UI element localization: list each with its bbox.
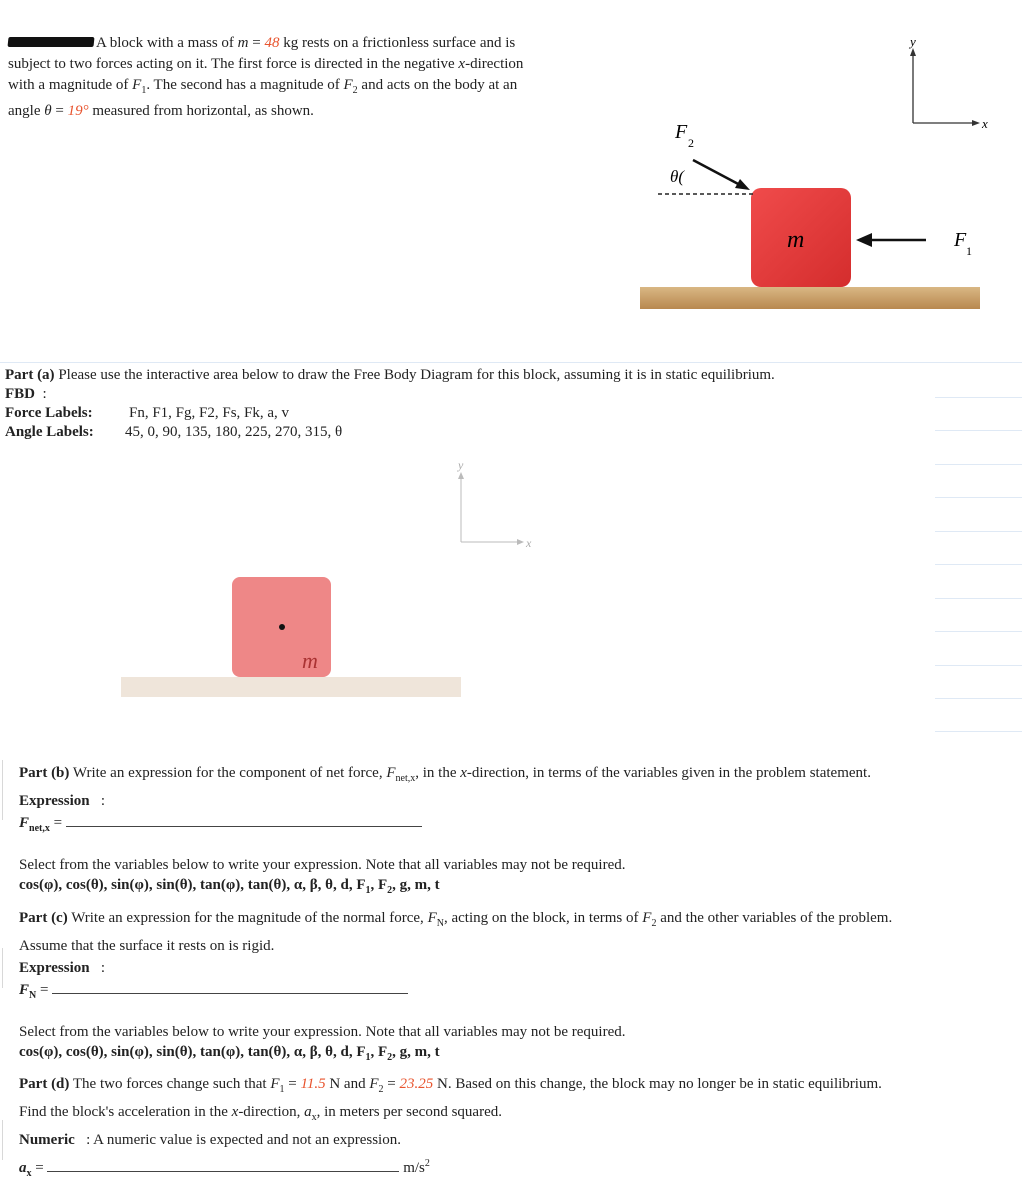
fbd-floor [121, 677, 461, 697]
part-a-angle-labels: Angle Labels: 45, 0, 90, 135, 180, 225, 270, 315, θ [5, 424, 343, 440]
part-a-fbd-label: FBD : [5, 386, 47, 402]
divider-line [935, 464, 1022, 465]
part-b-variables: cos(φ), cos(θ), sin(φ), sin(θ), tan(φ), tan(θ), α, β, θ, d, $F_1$, $F_2$, g, m, t [19, 877, 440, 896]
part-d-unit: $m/s^2$ [403, 1158, 430, 1176]
fbd-axis-x-label: x [526, 536, 532, 550]
part-d-answer-field[interactable] [47, 1157, 399, 1172]
divider-line [935, 665, 1022, 666]
figure-f2-sub: 2 [688, 136, 694, 150]
part-b-prompt: Part (b) Write an expression for the component of net force, $F_{net,x}$, in the x-direction, in terms of the variables given in the problem statement. [19, 765, 871, 784]
divider-line [935, 531, 1022, 532]
part-b-answer-row: $F_{net,x}$ = [19, 812, 1009, 840]
part-d [19, 1073, 1014, 1185]
part-a [5, 366, 925, 442]
figure-block-label: m [787, 227, 805, 253]
divider-line [935, 430, 1022, 431]
divider-line [935, 631, 1022, 632]
part-c-prompt-line-2: Assume that the surface it rests on is rigid. [19, 938, 275, 954]
part-a-prompt: Part (a) Please use the interactive area below to draw the Free Body Diagram for this block, assuming it is in static equilibrium. [5, 367, 775, 383]
divider-line [935, 698, 1022, 699]
f2-value: 23.25 [399, 1076, 434, 1092]
figure-axis-x-label: x [982, 116, 988, 131]
margin-bar [2, 790, 3, 820]
problem-figure [630, 30, 1020, 320]
figure-f1-label: F [954, 229, 967, 251]
part-c-variables: cos(φ), cos(θ), sin(φ), sin(θ), tan(φ), tan(θ), α, β, θ, d, $F_1$, $F_2$, g, m, t [19, 1044, 440, 1063]
part-c-answer-row: $F_N$ = [19, 979, 1014, 1007]
divider-line [935, 397, 1022, 398]
fbd-drawing-area[interactable] [110, 455, 550, 705]
fbd-center-point[interactable] [279, 624, 285, 630]
figure-axes [908, 34, 988, 131]
divider-line [935, 564, 1022, 565]
theta-value: 19° [67, 103, 89, 119]
margin-bar [2, 760, 3, 790]
part-b-expression-label: Expression : [19, 793, 105, 809]
margin-bar [2, 1140, 3, 1160]
part-d-numeric-label: Numeric : A numeric value is expected and not an expression. [19, 1132, 401, 1148]
figure-f1-sub: 1 [966, 244, 972, 258]
part-d-prompt-line-2: Find the block's acceleration in the x-direction, $a_x$, in meters per second squared. [19, 1104, 502, 1123]
problem-line-1: A block with a mass of m = 48 kg rests on a frictionless surface and is [96, 35, 516, 51]
figure-f1-arrowhead [856, 233, 872, 247]
problem-line-4: angle θ = 19° measured from horizontal, as shown. [8, 103, 314, 119]
divider-line [935, 497, 1022, 498]
part-c-prompt: Part (c) Write an expression for the magnitude of the normal force, $F_N$, acting on the block, in terms of $F_2$ and the other variables of the problem. [19, 910, 893, 929]
figure-f2-arrow [693, 160, 742, 186]
figure-theta-label: θ( [670, 167, 685, 186]
margin-bar [2, 1120, 3, 1140]
part-a-force-labels: Force Labels: Fn, F1, Fg, F2, Fs, Fk, a, v [5, 405, 290, 421]
part-c-select-text: Select from the variables below to write your expression. Note that all variables may not be required. [19, 1024, 626, 1040]
part-b [19, 762, 1009, 900]
divider-line [935, 598, 1022, 599]
fbd-axes [457, 458, 532, 550]
margin-bar [2, 968, 3, 988]
problem-line-2: subject to two forces acting on it. The first force is directed in the negative x-direction [8, 56, 524, 72]
divider-line [935, 731, 1022, 732]
part-d-prompt: Part (d) The two forces change such that $F_1 = 11.5$ N and $F_2 = 23.25$ N. Based on this change, the block may no longer be in static equilibrium. [19, 1076, 882, 1095]
fbd-axis-y-label: y [458, 458, 464, 472]
mass-value: 48 [264, 35, 280, 51]
part-c-expression-label: Expression : [19, 960, 105, 976]
figure-floor [640, 287, 980, 309]
figure-axis-y-label: y [910, 34, 916, 49]
part-c-answer-field[interactable] [52, 979, 408, 994]
part-b-select-text: Select from the variables below to write your expression. Note that all variables may not be required. [19, 857, 626, 873]
figure-f2-label: F [675, 121, 688, 143]
fbd-block-label: m [302, 648, 318, 673]
divider-line [0, 362, 1022, 363]
part-d-answer-row: $a_x = m/s^2$ [19, 1158, 430, 1179]
margin-bar [2, 948, 3, 968]
problem-statement [8, 33, 608, 122]
part-c [19, 907, 1014, 1067]
figure-f2-arrowhead [735, 179, 750, 190]
part-b-answer-field[interactable] [66, 812, 422, 827]
f1-value: 11.5 [300, 1076, 326, 1092]
problem-line-3: with a magnitude of $F_1$. The second has a magnitude of $F_2$ and acts on the body at an [8, 77, 518, 96]
